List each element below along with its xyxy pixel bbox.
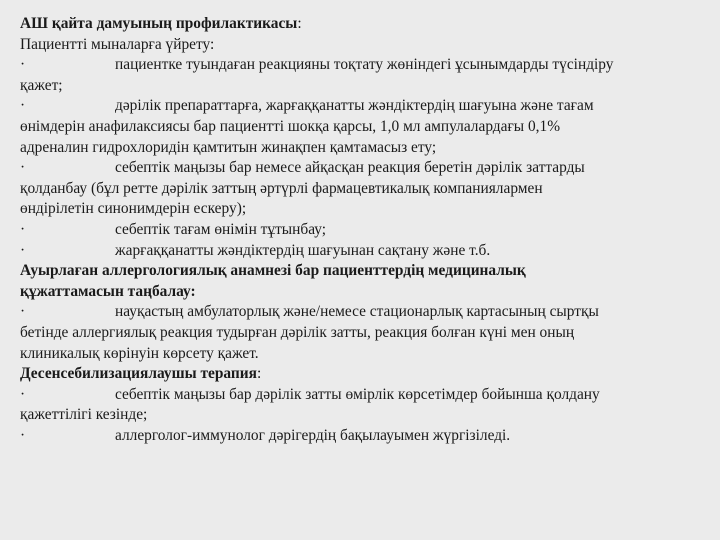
list-item-continuation: өнімдерін анафилаксиясы бар пациентті шокқа қарсы, 1,0 мл ампулалардағы 0,1% (20, 117, 561, 135)
document-body (20, 14, 702, 446)
list-item-text: себептік тағам өнімін тұтынбау; (115, 220, 327, 238)
heading-prevention (20, 14, 702, 35)
bullet-icon: · (20, 56, 26, 74)
heading-marking: Ауырлаған аллергологиялық анамнезі бар пациенттердің медициналық (20, 262, 526, 280)
list-item-text: жарғаққанатты жәндіктердің шағуынан сақтану және т.б. (115, 241, 491, 259)
list-item (20, 220, 702, 241)
list-item-text: науқастың амбулаторлық және/немесе стационарлық картасының сыртқы (115, 303, 599, 321)
list-item (20, 96, 702, 117)
intro-line: Пациентті мыналарға үйрету: (20, 35, 215, 53)
bullet-icon: · (20, 159, 26, 177)
list-item-continuation: бетінде аллергиялық реакция тудырған дәрілік затты, реакция болған күні мен оның (20, 323, 575, 341)
heading-prevention-colon: : (297, 15, 302, 32)
list-item-continuation: адреналин гидрохлоридін қамтитын жинақпен қамтамасыз ету; (20, 138, 437, 156)
list-item (20, 158, 702, 179)
list-item-text: себептік маңызы бар дәрілік затты өмірлік көрсетімдер бойынша қолдану (115, 385, 600, 403)
list-item-text: дәрілік препараттарға, жарғаққанатты жәндіктердің шағуына және тағам (115, 97, 594, 115)
heading-therapy (20, 364, 702, 385)
bullet-icon: · (20, 97, 26, 115)
list-item-continuation: қолданбау (бұл ретте дәрілік заттың әртүрлі фармацевтикалық компаниялармен (20, 179, 543, 197)
bullet-icon: · (20, 385, 26, 403)
list-item-text: себептік маңызы бар немесе айқасқан реакция беретін дәрілік заттарды (115, 159, 585, 177)
list-item-continuation: клиникалық көрінуін көрсету қажет. (20, 344, 259, 362)
list-item-text: пациентке туындаған реакцияны тоқтату жөніндегі ұсынымдарды түсіндіру (115, 56, 614, 74)
bullet-icon: · (20, 220, 26, 238)
heading-therapy-colon: : (256, 365, 262, 383)
list-item-continuation: қажет; (20, 76, 63, 94)
list-item-continuation: қажеттілігі кезінде; (20, 406, 148, 424)
list-item-text: аллерголог-иммунолог дәрігердің бақылауымен жүргізіледі. (115, 426, 511, 444)
heading-therapy-text: Десенсебилизациялаушы терапия (20, 365, 257, 383)
heading-marking-continuation: құжаттамасын таңбалау: (20, 282, 196, 300)
list-item (20, 241, 702, 262)
list-item (20, 385, 702, 406)
list-item (20, 302, 702, 323)
bullet-icon: · (20, 426, 26, 444)
list-item-continuation: өндірілетін синонимдерін ескеру); (20, 200, 247, 218)
bullet-icon: · (20, 241, 26, 259)
list-item (20, 426, 702, 447)
bullet-icon: · (20, 303, 26, 321)
list-item (20, 55, 702, 76)
heading-prevention-text: АШ қайта дамуының профилактикасы (20, 15, 298, 32)
